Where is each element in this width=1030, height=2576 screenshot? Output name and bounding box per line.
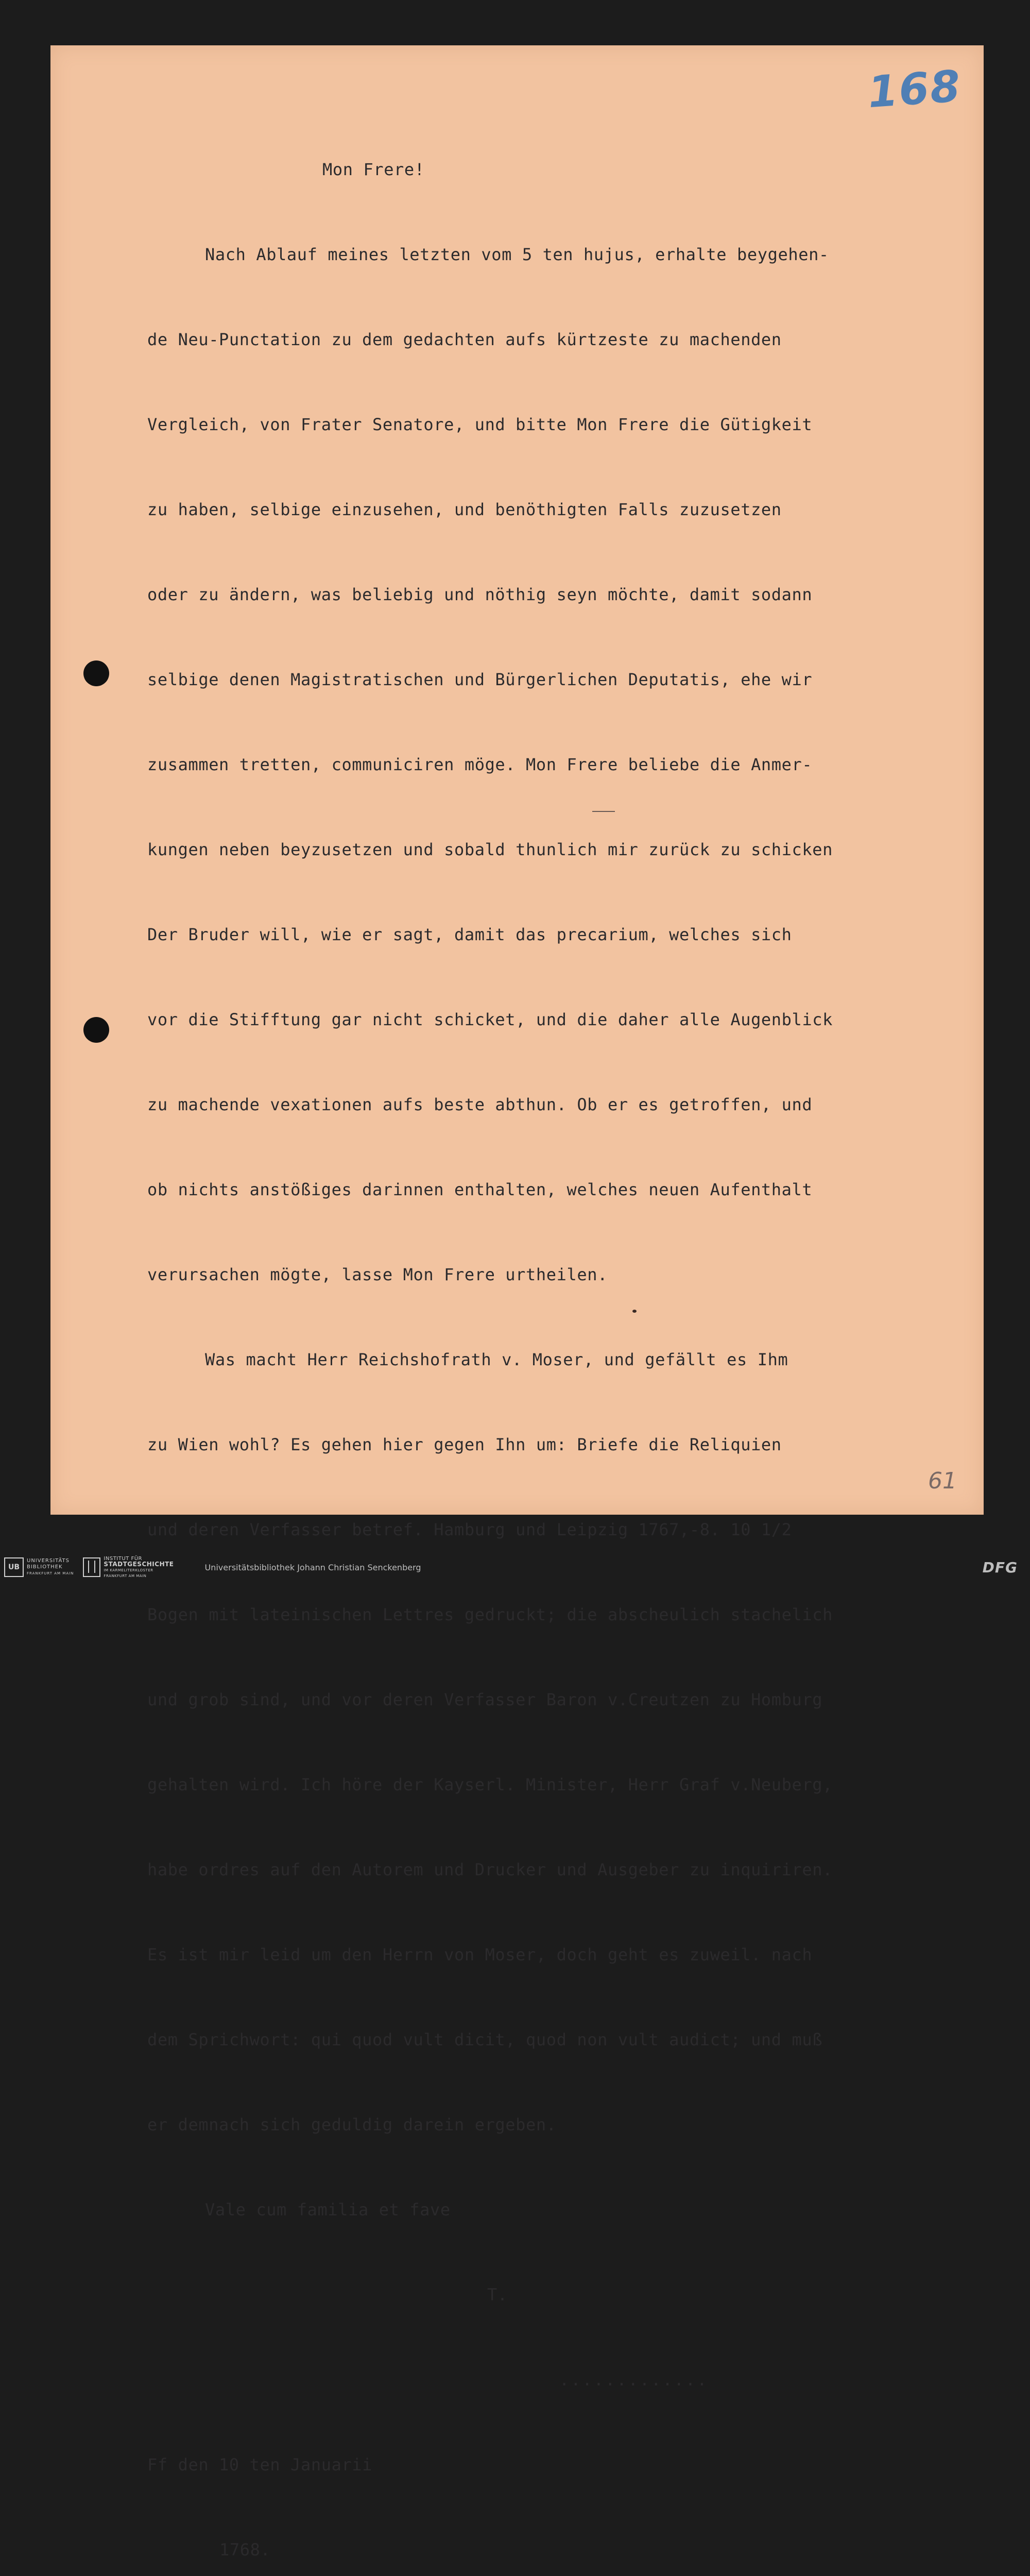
date-line: Ff den 10 ten Januarii [147,2455,373,2475]
letter-line: de Neu-Punctation zu dem gedachten aufs kürtzeste zu machenden [147,330,782,349]
folio-small-number: 61 [928,1468,957,1494]
folio-number: 168 [866,60,963,118]
isg-logo[interactable] [83,1556,174,1579]
date-year: 1768. [219,2540,271,2560]
isg-logo-line: STADTGESCHICHTE [104,1560,174,1568]
salutation: Mon Frere! [322,160,425,179]
letter-line: kungen neben beyzusetzen und sobald thunlich mir zurück zu schicken [147,840,833,859]
ub-logo-line: UNIVERSITÄTS [27,1558,70,1564]
ub-logo[interactable] [4,1557,74,1577]
letter-body [147,99,982,2576]
isg-logo-line: FRANKFURT AM MAIN [104,1573,147,1578]
letter-line: er demnach sich geduldig darein ergeben. [147,2115,557,2134]
dfg-logo[interactable]: DFG [982,1559,1018,1576]
letter-line: oder zu ändern, was beliebig und nöthig seyn möchte, damit sodann [147,585,813,604]
ub-logo-text [27,1558,74,1577]
letter-line: Bogen mit lateinischen Lettres gedruckt; die abscheulich stachelich [147,1605,833,1624]
letter-line: Vergleich, von Frater Senatore, und bitte Mon Frere die Gütigkeit [147,415,813,434]
letter-line: habe ordres auf den Autorem und Drucker und Ausgeber zu inquiriren. [147,1860,833,1879]
letter-line: verursachen mögte, lasse Mon Frere urtheilen. [147,1265,608,1284]
letter-line: und deren Verfasser betref. Hamburg und Leipzig 1767,-8. 10 1/2 [147,1520,792,1539]
isg-logo-icon [83,1557,100,1577]
letter-line: Der Bruder will, wie er sagt, damit das precarium, welches sich [147,925,792,944]
isg-logo-line: INSTITUT FÜR [104,1555,142,1562]
isg-logo-line: IM KARMELITERKLOSTER [104,1568,153,1572]
letter-line: Nach Ablauf meines letzten vom 5 ten hujus, erhalte beygehen- [205,245,829,264]
letter-line: zu machende vexationen aufs beste abthun. Ob er es getroffen, und [147,1095,813,1114]
punch-hole-bottom [83,1017,109,1043]
library-caption: Universitätsbibliothek Johann Christian Senckenberg [204,1562,421,1572]
ub-logo-line: BIBLIOTHEK [27,1564,63,1570]
ub-logo-icon: UB [4,1557,24,1577]
letter-line: zu Wien wohl? Es gehen hier gegen Ihn um: Briefe die Reliquien [147,1435,782,1454]
closing: Vale cum familia et fave [205,2200,451,2219]
letter-line: vor die Stifftung gar nicht schicket, und die daher alle Augenblick [147,1010,833,1029]
signature-dots: ............. [559,2370,709,2389]
punch-hole-top [83,660,109,686]
letter-line: selbige denen Magistratischen und Bürgerlichen Deputatis, ehe wir [147,670,813,689]
letter-line: gehalten wird. Ich höre der Kayserl. Minister, Herr Graf v.Neuberg, [147,1775,833,1794]
letter-line: und grob sind, und vor deren Verfasser Baron v.Creutzen zu Homburg [147,1690,823,1709]
letter-line: zu haben, selbige einzusehen, und benöthigten Falls zuzusetzen [147,500,782,519]
isg-logo-text [104,1556,174,1579]
letter-line: zusammen tretten, communiciren möge. Mon Frere beliebe die Anmer- [147,755,813,774]
letter-line: Es ist mir leid um den Herrn von Moser, doch geht es zuweil. nach [147,1945,813,1964]
letter-line: Was macht Herr Reichshofrath v. Moser, und gefällt es Ihm [205,1350,788,1369]
letter-line: ob nichts anstößiges darinnen enthalten, welches neuen Aufenthalt [147,1180,813,1199]
viewer-footer [0,1552,1030,1583]
signature: T. [487,2285,508,2304]
letter-line: dem Sprichwort: qui quod vult dicit, quod non vult audict; und muß [147,2030,823,2049]
ub-logo-line: FRANKFURT AM MAIN [27,1571,74,1575]
